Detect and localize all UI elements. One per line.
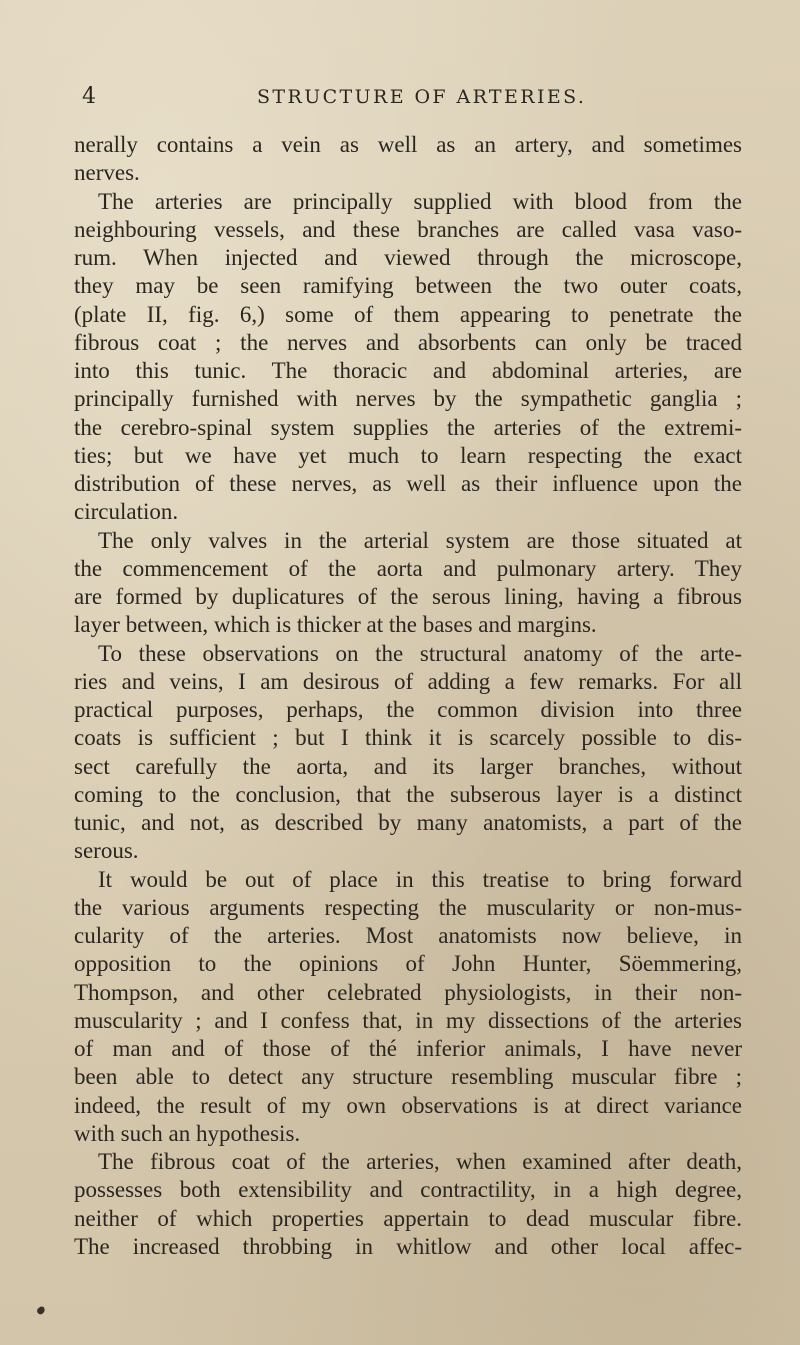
- text-line: The arteries are principally supplied with blood from the: [98, 188, 742, 214]
- text-line: sect carefully the aorta, and its larger branches, without: [74, 753, 742, 779]
- text-line: the cerebro-spinal system supplies the arteries of the extremi-: [74, 414, 742, 440]
- text-line: layer between, which is thicker at the bases and margins.: [74, 612, 597, 638]
- text-line: been able to detect any structure resembling muscular fibre ;: [74, 1064, 742, 1090]
- text-line: opposition to the opinions of John Hunter, Söemmering,: [74, 951, 742, 977]
- text-line: fibrous coat ; the nerves and absorbents can only be traced: [74, 329, 742, 355]
- text-line: neighbouring vessels, and these branches are called vasa vaso-: [74, 216, 742, 242]
- text-line: The fibrous coat of the arteries, when examined after death,: [98, 1149, 742, 1174]
- text-line: they may be seen ramifying between the two outer coats,: [74, 273, 742, 299]
- text-line: are formed by duplicatures of the serous lining, having a fibrous: [74, 584, 742, 609]
- text-line: serous.: [74, 838, 139, 864]
- body-text: [74, 131, 742, 1261]
- text-line: into this tunic. The thoracic and abdominal arteries, are: [74, 358, 742, 383]
- text-line: The increased throbbing in whitlow and other local affec-: [74, 1233, 742, 1259]
- text-line: of man and of those of thé inferior animals, I have never: [74, 1036, 742, 1061]
- text-line: nerally contains a vein as well as an artery, and sometimes: [74, 132, 742, 157]
- text-line: Thompson, and other celebrated physiologists, in their non-: [74, 979, 742, 1005]
- text-line: circulation.: [74, 499, 179, 525]
- running-title: STRUCTURE OF ARTERIES.: [257, 86, 587, 108]
- text-line: possesses both extensibility and contractility, in a high degree,: [74, 1177, 742, 1203]
- text-line: (plate II, fig. 6,) some of them appearing to penetrate the: [74, 301, 742, 327]
- text-line: principally furnished with nerves by the sympathetic ganglia ;: [74, 386, 742, 412]
- text-line: distribution of these nerves, as well as their influence upon the: [74, 471, 742, 496]
- text-line: with such an hypothesis.: [74, 1120, 301, 1146]
- text-line: neither of which properties appertain to dead muscular fibre.: [74, 1205, 742, 1231]
- text-line: tunic, and not, as described by many anatomists, a part of the: [74, 810, 742, 835]
- text-line: nerves.: [74, 160, 140, 186]
- text-line: ties; but we have yet much to learn respecting the exact: [74, 442, 742, 468]
- text-line: rum. When injected and viewed through the microscope,: [74, 245, 742, 270]
- text-line: ries and veins, I am desirous of adding a few remarks. For all: [74, 668, 742, 694]
- page-number: 4: [82, 84, 97, 109]
- text-line: To these observations on the structural anatomy of the arte-: [98, 640, 742, 666]
- text-line: practical purposes, perhaps, the common division into three: [74, 697, 742, 722]
- text-line: coats is sufficient ; but I think it is scarcely possible to dis-: [74, 725, 742, 751]
- text-line: It would be out of place in this treatise to bring forward: [98, 866, 742, 892]
- text-line: coming to the conclusion, that the subserous layer is a distinct: [74, 781, 742, 807]
- running-head: [60, 84, 760, 114]
- text-line: indeed, the result of my own observations is at direct variance: [74, 1092, 742, 1118]
- ink-speck: [36, 1305, 46, 1315]
- text-line: cularity of the arteries. Most anatomists now believe, in: [74, 923, 742, 948]
- text-line: the various arguments respecting the muscularity or non-mus-: [74, 894, 742, 920]
- text-line: muscularity ; and I confess that, in my dissections of the arteries: [74, 1007, 742, 1033]
- text-line: The only valves in the arterial system are those situated at: [98, 527, 742, 553]
- text-line: the commencement of the aorta and pulmonary artery. They: [74, 555, 742, 581]
